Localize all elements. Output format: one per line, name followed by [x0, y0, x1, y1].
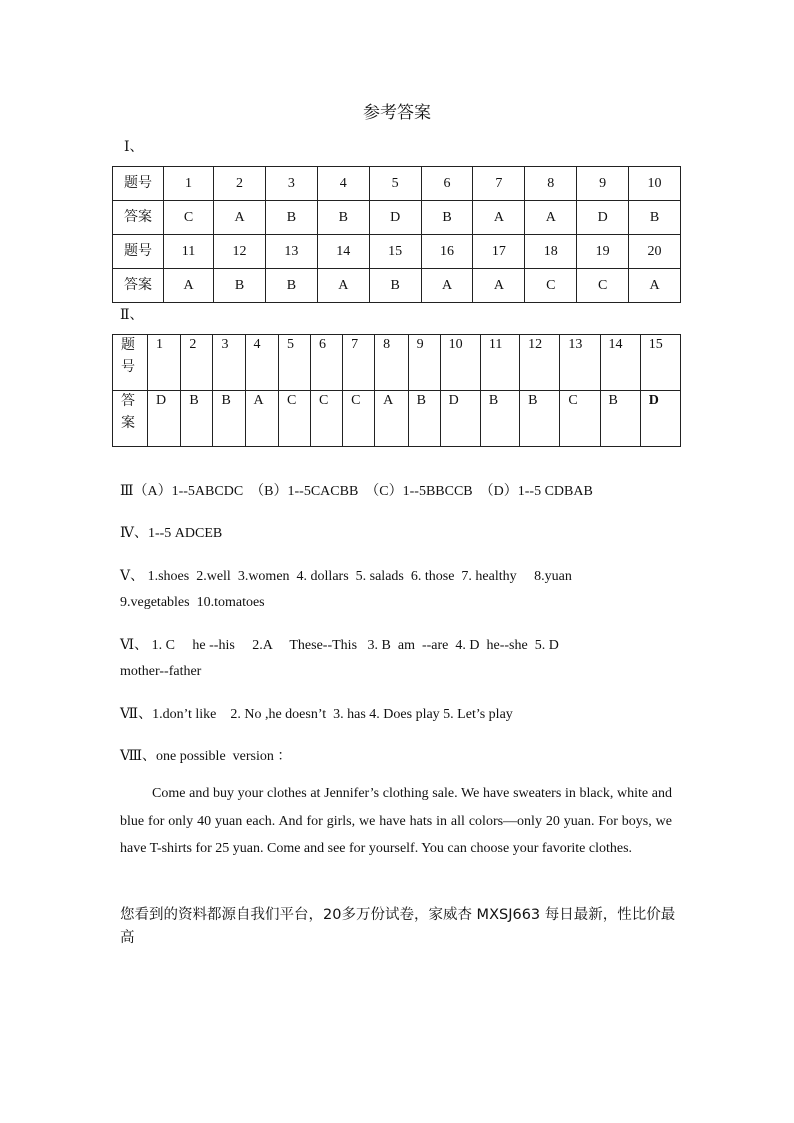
table-cell: 14 — [317, 235, 369, 269]
table-cell: A — [164, 269, 214, 303]
table-cell: A — [473, 201, 525, 235]
table-cell: C — [577, 269, 629, 303]
section-6-line-2: mother--father — [120, 664, 202, 679]
table-cell: A — [375, 391, 408, 447]
table-cell: B — [265, 201, 317, 235]
table-cell: 20 — [629, 235, 681, 269]
row-label: 题号 — [113, 335, 148, 391]
model-essay — [120, 780, 672, 863]
table-cell: 5 — [369, 167, 421, 201]
table-cell: B — [408, 391, 440, 447]
table-cell: 9 — [577, 167, 629, 201]
section-7-answers: Ⅶ、1.don’t like 2. No ,he doesn’t 3. has 4. Does play 5. Let’s play — [120, 707, 513, 722]
table-cell: 3 — [265, 167, 317, 201]
table-cell: C — [525, 269, 577, 303]
section-3-answers: Ⅲ（A）1--5ABCDC （B）1--5CACBB （C）1--5BBCCB （D）1--5 CDBAB — [120, 484, 593, 499]
table-cell: 18 — [525, 235, 577, 269]
table-cell: 12 — [520, 335, 560, 391]
table-cell: 7 — [343, 335, 375, 391]
table-cell: 13 — [560, 335, 600, 391]
table-row — [113, 269, 681, 303]
table-cell: B — [214, 269, 266, 303]
row-label: 答案 — [113, 201, 164, 235]
table-cell: B — [265, 269, 317, 303]
table-cell: B — [600, 391, 640, 447]
table-cell: C — [343, 391, 375, 447]
table-cell: A — [214, 201, 266, 235]
table-cell: A — [245, 391, 278, 447]
table-cell: 4 — [245, 335, 278, 391]
table-row — [113, 201, 681, 235]
table-cell: B — [317, 201, 369, 235]
table-cell: 5 — [278, 335, 310, 391]
footer-note: 您看到的资料都源自我们平台，20多万份试卷，家威杏 MXSJ663 每日最新，性比价最高 — [120, 907, 676, 946]
section-4-answers: Ⅳ、1--5 ADCEB — [120, 526, 223, 541]
table-cell: 9 — [408, 335, 440, 391]
table-cell: C — [560, 391, 600, 447]
table-cell: B — [421, 201, 473, 235]
answer-table-1 — [112, 166, 681, 303]
row-label: 题号 — [113, 235, 164, 269]
table-cell: A — [525, 201, 577, 235]
table-row — [113, 391, 681, 447]
section-2-heading: Ⅱ、 — [120, 308, 144, 323]
table-cell: 11 — [480, 335, 519, 391]
table-cell: A — [421, 269, 473, 303]
table-cell: 12 — [214, 235, 266, 269]
table-row — [113, 335, 681, 391]
table-cell: C — [311, 391, 343, 447]
table-cell: 1 — [148, 335, 181, 391]
model-essay-text: Come and buy your clothes at Jennifer’s clothing sale. We have sweaters in black, white and blue for only 40 yuan each. And for girls, we have hats in all colors—only 20 yuan. For boys, we have T-shirts for 25 yuan. Come and see for yourself. You can choose your favorite clothes. — [120, 786, 672, 856]
table-cell: 6 — [421, 167, 473, 201]
table-cell: C — [278, 391, 310, 447]
table-cell: 10 — [440, 335, 480, 391]
table-cell: A — [317, 269, 369, 303]
table-cell: 13 — [265, 235, 317, 269]
table-cell: 14 — [600, 335, 640, 391]
table-cell: 8 — [525, 167, 577, 201]
table-cell: 2 — [181, 335, 213, 391]
section-5-line-1: Ⅴ、 1.shoes 2.well 3.women 4. dollars 5. salads 6. those 7. healthy 8.yuan — [120, 569, 572, 584]
answer-table-2 — [112, 334, 681, 447]
table-cell: 8 — [375, 335, 408, 391]
table-cell: D — [369, 201, 421, 235]
table-row — [113, 235, 681, 269]
table-cell: 11 — [164, 235, 214, 269]
table-cell: 2 — [214, 167, 266, 201]
table-cell: 15 — [640, 335, 680, 391]
table-cell: B — [629, 201, 681, 235]
table-cell: 10 — [629, 167, 681, 201]
page-title: 参考答案 — [363, 103, 431, 122]
table-cell: 7 — [473, 167, 525, 201]
table-cell: A — [629, 269, 681, 303]
section-1-heading: Ⅰ、 — [124, 140, 144, 155]
table-cell: B — [520, 391, 560, 447]
table-cell: D — [577, 201, 629, 235]
row-label: 答案 — [113, 391, 148, 447]
section-6-line-1: Ⅵ、 1. C he --his 2.A These--This 3. B am --are 4. D he--she 5. D — [120, 638, 559, 653]
table-cell: D — [440, 391, 480, 447]
table-cell: A — [473, 269, 525, 303]
row-label: 答案 — [113, 269, 164, 303]
table-cell: D — [640, 391, 680, 447]
section-5-line-2: 9.vegetables 10.tomatoes — [120, 595, 265, 610]
table-cell: 3 — [213, 335, 245, 391]
table-row — [113, 167, 681, 201]
table-cell: C — [164, 201, 214, 235]
table-cell: B — [181, 391, 213, 447]
table-cell: 1 — [164, 167, 214, 201]
table-cell: 6 — [311, 335, 343, 391]
table-cell: B — [480, 391, 519, 447]
section-8-heading: Ⅷ、one possible version ： — [120, 749, 292, 764]
table-cell: D — [148, 391, 181, 447]
table-cell: 15 — [369, 235, 421, 269]
table-cell: 17 — [473, 235, 525, 269]
table-cell: 16 — [421, 235, 473, 269]
table-cell: B — [213, 391, 245, 447]
table-cell: 4 — [317, 167, 369, 201]
table-cell: B — [369, 269, 421, 303]
row-label: 题号 — [113, 167, 164, 201]
table-cell: 19 — [577, 235, 629, 269]
